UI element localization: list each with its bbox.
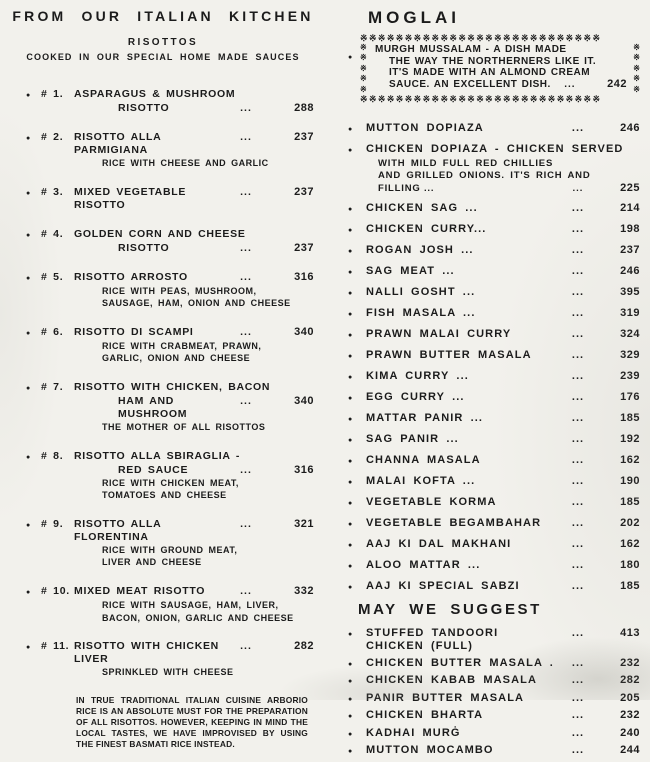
item-price: 329	[620, 349, 640, 362]
item-line	[26, 102, 314, 115]
menu-item	[348, 496, 640, 510]
item-number: # 3.	[41, 185, 64, 198]
menu-item	[26, 518, 314, 569]
bullet-icon: ●	[348, 521, 354, 529]
menu-item	[348, 692, 640, 706]
menu-item	[26, 228, 314, 255]
item-name: MIXED VEGETABLE RISOTTO	[74, 185, 187, 211]
item-number: # 11.	[41, 640, 70, 653]
item-line	[348, 182, 640, 195]
bullet-icon: ●	[348, 227, 354, 235]
item-price: 316	[294, 270, 314, 283]
dots-leader: ...	[571, 674, 585, 687]
dots-leader: ...	[571, 726, 585, 739]
bullet-icon: ●	[348, 437, 354, 445]
featured-line	[375, 79, 627, 91]
dots-leader: ...	[240, 270, 252, 283]
dots-leader: ...	[240, 131, 252, 143]
dots-leader: ...	[571, 202, 585, 215]
dots-leader: ...	[571, 454, 585, 467]
item-price: 192	[620, 433, 640, 446]
item-line	[26, 518, 314, 544]
menu-item	[26, 381, 314, 434]
item-name: CHICKEN BUTTER MASALA .	[366, 656, 554, 669]
item-name: PRAWN BUTTER MASALA	[366, 349, 532, 362]
item-name: RISOTTO	[118, 241, 170, 254]
dots-leader: ...	[240, 241, 252, 254]
item-name: FISH MASALA ...	[366, 307, 476, 320]
item-name: RISOTTO ARROSTO	[74, 270, 188, 283]
menu-item	[348, 517, 640, 531]
item-name: HAM AND MUSHROOM	[118, 394, 188, 420]
section-subtitle-risottos: RISOTTOS	[127, 37, 199, 48]
menu-item	[348, 657, 640, 671]
item-price: 237	[294, 185, 314, 198]
item-name: CHICKEN BHARTA	[366, 709, 484, 722]
dots-leader: ...	[571, 559, 585, 572]
item-description: RICE WITH CHEESE AND GARLIC	[102, 158, 269, 168]
item-price: 246	[620, 265, 640, 278]
item-name: MURGH MUSSALAM - A DISH MADE	[375, 44, 567, 55]
item-number: # 4.	[41, 227, 64, 240]
menu-item	[348, 202, 640, 216]
italian-kitchen-section	[12, 8, 314, 750]
item-price: 180	[620, 559, 640, 572]
item-name: MUTTON MOCAMBO	[366, 744, 494, 757]
item-number: # 8.	[41, 449, 64, 462]
menu-item	[348, 475, 640, 489]
item-name: SAG MEAT ...	[366, 265, 455, 278]
item-price: 321	[294, 517, 314, 530]
menu-item	[348, 286, 640, 300]
item-name: CHICKEN KABAB MASALA	[366, 674, 537, 687]
item-price: 282	[294, 640, 314, 653]
item-line	[348, 143, 640, 157]
section-title-italian: FROM OUR ITALIAN KITCHEN	[12, 8, 314, 24]
bullet-icon: ●	[348, 479, 354, 487]
item-price: 340	[294, 325, 314, 338]
bullet-icon: ●	[348, 660, 354, 668]
menu-item	[26, 131, 314, 170]
dots-leader: ...	[571, 538, 585, 551]
bullet-icon: ●	[348, 500, 354, 508]
bullet-icon: ●	[348, 695, 354, 703]
section-tagline: COOKED IN OUR SPECIAL HOME MADE SAUCES	[26, 52, 300, 62]
item-name: ROGAN JOSH ...	[366, 244, 474, 257]
item-price: 185	[620, 496, 640, 509]
bullet-icon: ●	[348, 730, 354, 738]
dots-leader: ...	[240, 394, 252, 407]
menu-item	[348, 328, 640, 342]
bullet-icon: ●	[348, 563, 354, 571]
item-name: VEGETABLE KORMA	[366, 496, 497, 509]
item-name: MUTTON DOPIAZA	[366, 122, 484, 135]
item-name: KIMA CURRY ...	[366, 370, 469, 383]
item-description: RICE WITH SAUSAGE, HAM, LIVER,	[102, 599, 279, 610]
featured-item-murgh-mussalam	[348, 34, 640, 104]
item-name: NALLI GOSHT ...	[366, 286, 476, 299]
dots-leader: ...	[571, 744, 585, 757]
item-name: PRAWN MALAI CURRY	[366, 328, 512, 341]
arborio-rice-footnote: IN TRUE TRADITIONAL ITALIAN CUISINE ARBORIO RICE IS AN ABSOLUTE MUST FOR THE PREPARATION OF ALL RISOTTOS. HOWEVER, KEEPING IN MIND THE LOCAL TASTES, WE HAVE IMPROVISED BY USING THE FINEST BASMATI RICE INSTEAD.	[76, 694, 308, 749]
item-line	[26, 228, 314, 242]
menu-item	[26, 450, 314, 502]
menu-item	[348, 244, 640, 258]
dots-leader: ...	[571, 580, 585, 593]
item-description: WITH MILD FULL RED CHILLIES	[378, 158, 554, 170]
featured-line	[375, 44, 627, 56]
bullet-icon: ●	[26, 453, 31, 461]
item-name: CHICKEN DOPIAZA - CHICKEN SERVED	[366, 143, 624, 156]
item-description: AND GRILLED ONIONS. IT'S RICH AND	[378, 170, 591, 182]
item-description: RICE WITH PEAS, MUSHROOM,	[102, 285, 257, 296]
item-description: SPRINKLED WITH CHEESE	[102, 667, 234, 678]
item-price: 162	[620, 538, 640, 551]
item-price: 244	[620, 744, 640, 757]
item-name: CHANNA MASALA	[366, 454, 481, 467]
item-name: CHICKEN SAG ...	[366, 202, 478, 215]
item-price: 340	[294, 394, 314, 407]
bullet-icon: ●	[348, 713, 354, 721]
bullet-icon: ●	[348, 54, 353, 61]
menu-item	[348, 391, 640, 405]
moglai-section	[348, 8, 640, 762]
dots-leader: ...	[571, 265, 585, 278]
item-description: RICE WITH CRABMEAT, PRAWN,	[102, 340, 262, 351]
box-border-top: ※※※※※※※※※※※※※※※※※※※※※※※※※※※	[360, 34, 602, 43]
item-name: RISOTTO WITH CHICKEN, BACON	[74, 380, 271, 393]
bullet-icon: ●	[26, 644, 31, 652]
bullet-icon: ●	[348, 269, 354, 277]
item-line	[26, 131, 314, 157]
bullet-icon: ●	[348, 542, 354, 550]
item-name: RED SAUCE	[118, 463, 189, 476]
item-number: # 10.	[41, 584, 70, 597]
moglai-items	[348, 122, 640, 594]
bullet-icon: ●	[348, 416, 354, 424]
item-price: 242	[607, 77, 627, 90]
dots-leader: ...	[571, 412, 585, 425]
item-price: 198	[620, 223, 640, 236]
item-name: CHICKEN CURRY...	[366, 223, 487, 236]
dots-leader: ...	[571, 656, 585, 669]
menu-item	[348, 727, 640, 741]
item-number: # 7.	[41, 380, 64, 393]
dots-leader: ...	[240, 584, 252, 597]
item-price: 413	[620, 627, 640, 640]
item-number: # 9.	[41, 517, 64, 530]
menu-item	[348, 265, 640, 279]
item-name: PANIR BUTTER MASALA	[366, 691, 525, 704]
item-number: # 6.	[41, 325, 64, 338]
bullet-icon: ●	[26, 92, 31, 99]
item-number: # 1.	[41, 88, 64, 100]
bullet-icon: ●	[348, 248, 354, 256]
item-name: MIXED MEAT RISOTTO	[74, 584, 206, 597]
bullet-icon: ●	[348, 395, 354, 403]
menu-item	[26, 640, 314, 679]
item-description: FILLING ...	[378, 183, 435, 195]
item-name: AAJ KI SPECIAL SABZI	[366, 580, 520, 593]
item-price: 237	[294, 131, 314, 143]
item-name: EGG CURRY ...	[366, 391, 465, 404]
item-price: 237	[620, 244, 640, 257]
item-price: 190	[620, 475, 640, 488]
item-name: ALOO MATTAR ...	[366, 559, 481, 572]
dots-leader: ...	[564, 78, 576, 90]
dots-leader: ...	[571, 307, 585, 320]
dots-leader: ...	[572, 183, 584, 195]
bullet-icon: ●	[348, 290, 354, 298]
item-price: 202	[620, 517, 640, 530]
item-description: GARLIC, ONION AND CHEESE	[102, 353, 251, 364]
bullet-icon: ●	[348, 678, 354, 686]
menu-item	[348, 122, 640, 136]
menu-item	[348, 627, 640, 653]
dots-leader: ...	[240, 185, 252, 198]
item-price: 225	[620, 182, 640, 195]
item-line	[26, 395, 314, 421]
item-name: RISOTTO	[118, 102, 170, 114]
dots-leader: ...	[571, 223, 585, 236]
item-name: SAUCE. AN EXCELLENT DISH.	[389, 78, 551, 90]
item-description: BACON, ONION, GARLIC AND CHEESE	[102, 612, 294, 623]
bullet-icon: ●	[26, 588, 31, 596]
item-line	[26, 271, 314, 285]
item-name: THE WAY THE NORTHERNERS LIKE IT.	[389, 55, 597, 67]
item-price: 214	[620, 202, 640, 215]
item-description: TOMATOES AND CHEESE	[102, 490, 227, 501]
bullet-icon: ●	[26, 135, 31, 142]
bullet-icon: ●	[348, 147, 354, 155]
dots-leader: ...	[571, 709, 585, 722]
bullet-icon: ●	[348, 374, 354, 382]
item-name: MALAI KOFTA ...	[366, 475, 476, 488]
dots-leader: ...	[571, 475, 585, 488]
item-name: IT'S MADE WITH AN ALMOND CREAM	[389, 67, 591, 79]
item-description: THE MOTHER OF ALL RISOTTOS	[102, 421, 266, 432]
item-name: GOLDEN CORN AND CHEESE	[74, 227, 246, 240]
menu-item	[348, 370, 640, 384]
bullet-icon: ●	[26, 274, 31, 282]
dots-leader: ...	[571, 122, 585, 135]
item-line	[26, 585, 314, 599]
item-name: SAG PANIR ...	[366, 433, 459, 446]
menu-item	[348, 559, 640, 573]
featured-line	[375, 56, 627, 68]
item-name: STUFFED TANDOORI CHICKEN (FULL)	[366, 627, 499, 653]
menu-item	[348, 349, 640, 363]
dots-leader: ...	[240, 640, 252, 653]
item-price: 282	[620, 674, 640, 687]
item-line	[26, 326, 314, 340]
bullet-icon: ●	[348, 332, 354, 340]
bullet-icon: ●	[26, 189, 31, 197]
menu-item	[26, 186, 314, 212]
item-line	[26, 464, 314, 477]
menu-item	[348, 223, 640, 237]
dots-leader: ...	[571, 691, 585, 704]
dots-leader: ...	[240, 517, 252, 530]
box-border-right: ※ ※ ※ ※ ※	[633, 43, 640, 94]
dots-leader: ...	[571, 391, 585, 404]
bullet-icon: ●	[348, 311, 354, 319]
section-title-may-we-suggest: MAY WE SUGGEST	[358, 601, 542, 619]
item-name: ASPARAGUS & MUSHROOM	[74, 88, 236, 100]
item-line	[26, 640, 314, 666]
bullet-icon: ●	[348, 584, 354, 592]
item-description: SAUSAGE, HAM, ONION AND CHEESE	[102, 298, 291, 309]
italian-items	[12, 88, 314, 679]
box-border-left: ※ ※ ※ ※ ※	[360, 43, 367, 94]
dots-leader: ...	[571, 433, 585, 446]
item-line	[26, 242, 314, 255]
dots-leader: ...	[571, 286, 585, 299]
decorated-box	[360, 34, 640, 104]
bullet-icon: ●	[348, 458, 354, 466]
item-name: RISOTTO ALLA PARMIGIANA	[74, 131, 162, 156]
menu-item	[348, 709, 640, 723]
bullet-icon: ●	[348, 631, 354, 639]
featured-item-text	[371, 43, 629, 95]
item-price: 288	[294, 102, 314, 114]
item-description: RICE WITH CHICKEN MEAT,	[102, 477, 239, 488]
menu-item	[348, 307, 640, 321]
bullet-icon: ●	[26, 329, 31, 337]
section-title-moglai: MOGLAI	[368, 8, 460, 27]
item-price: 316	[294, 463, 314, 476]
featured-line	[375, 67, 627, 79]
bullet-icon: ●	[348, 748, 354, 756]
item-description: LIVER AND CHEESE	[102, 557, 202, 568]
item-price: 237	[294, 241, 314, 254]
item-name: KADHAI MURĠ	[366, 726, 461, 739]
item-price: 232	[620, 709, 640, 722]
menu-item	[348, 538, 640, 552]
menu-item	[348, 433, 640, 447]
item-name: RISOTTO ALLA FLORENTINA	[74, 517, 162, 543]
item-price: 332	[294, 584, 314, 597]
bullet-icon: ●	[26, 521, 31, 529]
item-name: AAJ KI DAL MAKHANI	[366, 538, 512, 551]
dots-leader: ...	[571, 627, 585, 640]
item-name: VEGETABLE BEGAMBAHAR	[366, 517, 542, 530]
dots-leader: ...	[571, 517, 585, 530]
menu-item	[26, 326, 314, 365]
bullet-icon: ●	[26, 231, 31, 239]
item-name: RISOTTO ALLA SBIRAGLIA -	[74, 449, 241, 462]
menu-item	[348, 674, 640, 688]
dots-leader: ...	[571, 370, 585, 383]
item-name: RISOTTO WITH CHICKEN LIVER	[74, 640, 219, 666]
item-name: MATTAR PANIR ...	[366, 412, 484, 425]
item-price: 246	[620, 122, 640, 135]
bullet-icon: ●	[348, 126, 354, 134]
menu-item	[26, 271, 314, 310]
bullet-icon: ●	[26, 384, 31, 392]
menu-item	[348, 744, 640, 758]
dots-leader: ...	[240, 325, 252, 338]
menu-item	[348, 143, 640, 195]
item-price: 185	[620, 412, 640, 425]
menu-item	[348, 580, 640, 594]
suggest-items	[348, 627, 640, 758]
dots-leader: ...	[571, 496, 585, 509]
item-price: 232	[620, 656, 640, 669]
item-line	[26, 381, 314, 395]
dots-leader: ...	[240, 102, 252, 114]
item-line	[26, 186, 314, 212]
box-border-bottom: ※※※※※※※※※※※※※※※※※※※※※※※※※※※	[360, 95, 602, 105]
dots-leader: ...	[571, 328, 585, 341]
item-price: 176	[620, 391, 640, 404]
menu-item	[348, 454, 640, 468]
bullet-icon: ●	[348, 206, 354, 214]
item-number: # 2.	[41, 131, 64, 143]
item-price: 240	[620, 726, 640, 739]
dots-leader: ...	[240, 463, 252, 476]
item-price: 239	[620, 370, 640, 383]
item-price: 162	[620, 454, 640, 467]
item-description: RICE WITH GROUND MEAT,	[102, 544, 238, 555]
dots-leader: ...	[571, 349, 585, 362]
item-number: # 5.	[41, 270, 64, 283]
item-price: 205	[620, 691, 640, 704]
item-line	[26, 450, 314, 464]
bullet-icon: ●	[348, 353, 354, 361]
item-price: 324	[620, 328, 640, 341]
menu-item	[26, 585, 314, 624]
item-price: 319	[620, 307, 640, 320]
item-line	[26, 88, 314, 102]
dots-leader: ...	[571, 244, 585, 257]
menu-item	[348, 412, 640, 426]
item-name: RISOTTO DI SCAMPI	[74, 325, 194, 338]
menu-item	[26, 88, 314, 115]
item-price: 395	[620, 286, 640, 299]
item-price: 185	[620, 580, 640, 593]
